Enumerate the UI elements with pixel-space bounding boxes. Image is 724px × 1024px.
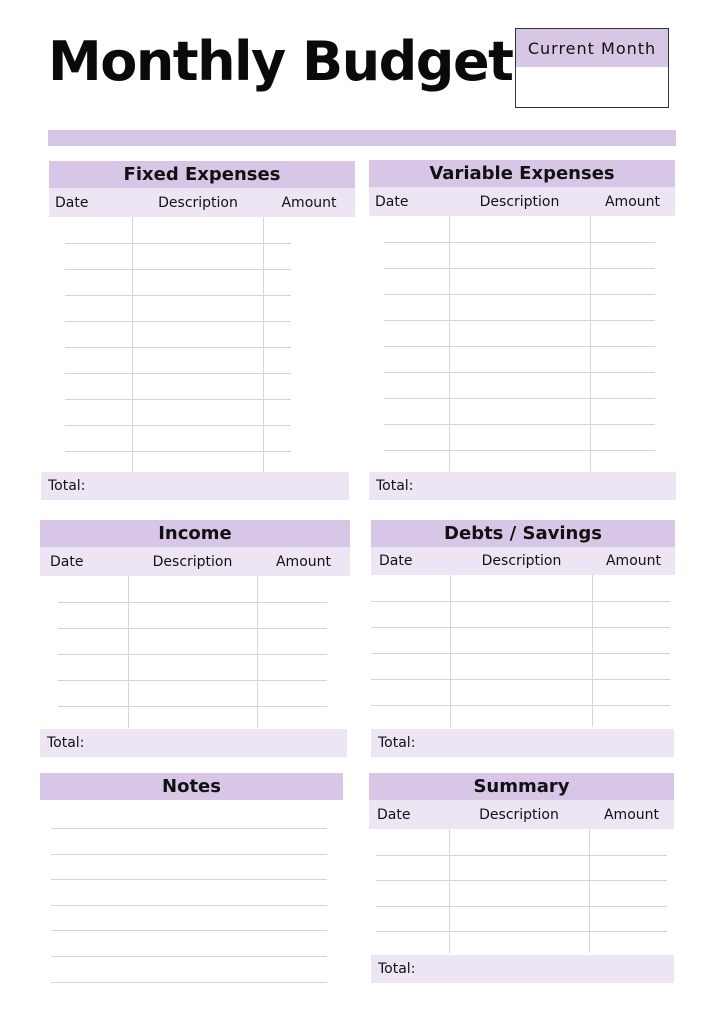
ruled-line xyxy=(65,243,291,244)
variable-expenses-section xyxy=(369,160,675,471)
entry-rows[interactable] xyxy=(369,216,675,471)
ruled-line xyxy=(384,294,655,295)
column-header-row xyxy=(49,188,355,217)
column-description: Description xyxy=(479,806,559,823)
header-divider xyxy=(48,130,676,146)
variable-total: Total: xyxy=(369,472,676,500)
section-title: Variable Expenses xyxy=(369,160,675,187)
column-separator xyxy=(257,576,258,728)
section-title: Notes xyxy=(40,773,343,800)
ruled-line xyxy=(384,372,655,373)
ruled-line xyxy=(65,425,291,426)
column-amount: Amount xyxy=(604,193,660,210)
column-separator xyxy=(592,575,593,727)
ruled-line xyxy=(384,242,655,243)
ruled-line xyxy=(384,424,655,425)
column-separator xyxy=(132,217,133,472)
ruled-line xyxy=(65,321,291,322)
current-month-field[interactable] xyxy=(516,67,668,107)
column-date: Date xyxy=(379,553,413,569)
ruled-line xyxy=(371,601,670,602)
ruled-line xyxy=(376,931,667,932)
column-separator xyxy=(128,576,129,728)
summary-total: Total: xyxy=(371,955,674,983)
column-separator xyxy=(450,575,451,727)
column-header-row xyxy=(369,187,675,216)
ruled-line xyxy=(51,982,327,983)
ruled-line xyxy=(384,346,655,347)
section-title: Fixed Expenses xyxy=(49,161,355,188)
ruled-line xyxy=(58,680,327,681)
column-amount: Amount xyxy=(281,194,337,211)
entry-rows[interactable] xyxy=(369,829,674,953)
ruled-line xyxy=(58,654,327,655)
ruled-line xyxy=(371,627,670,628)
ruled-line xyxy=(384,320,655,321)
ruled-line xyxy=(376,855,667,856)
section-title: Income xyxy=(40,520,350,547)
column-separator xyxy=(589,829,590,953)
ruled-line xyxy=(65,347,291,348)
column-amount: Amount xyxy=(275,553,331,570)
entry-rows[interactable] xyxy=(49,217,355,472)
current-month-label: Current Month xyxy=(516,29,668,67)
debts-savings-section xyxy=(371,520,675,727)
fixed-total: Total: xyxy=(41,472,349,500)
column-amount: Amount xyxy=(605,553,661,569)
column-description: Description xyxy=(479,193,560,210)
column-date: Date xyxy=(55,194,89,211)
ruled-line xyxy=(51,956,327,957)
column-header-row xyxy=(40,547,350,576)
column-date: Date xyxy=(50,553,84,570)
column-header-row xyxy=(369,800,674,829)
entry-rows[interactable] xyxy=(40,576,350,728)
column-header-row xyxy=(371,547,675,575)
column-separator xyxy=(263,217,264,472)
column-separator xyxy=(449,829,450,953)
ruled-line xyxy=(51,828,327,829)
ruled-line xyxy=(58,628,327,629)
ruled-line xyxy=(51,879,327,880)
notes-section xyxy=(40,773,343,990)
ruled-line xyxy=(376,880,667,881)
column-amount: Amount xyxy=(603,806,659,823)
income-section xyxy=(40,520,350,728)
column-description: Description xyxy=(152,553,233,570)
column-description: Description xyxy=(158,194,238,211)
column-separator xyxy=(590,216,591,471)
ruled-line xyxy=(65,295,291,296)
column-date: Date xyxy=(377,806,411,823)
ruled-line xyxy=(65,269,291,270)
ruled-line xyxy=(65,399,291,400)
ruled-line xyxy=(371,705,670,706)
debts-total: Total: xyxy=(371,729,674,757)
ruled-line xyxy=(58,602,327,603)
ruled-line xyxy=(371,653,670,654)
ruled-line xyxy=(371,679,670,680)
income-total: Total: xyxy=(40,729,347,757)
ruled-line xyxy=(51,854,327,855)
section-title: Debts / Savings xyxy=(371,520,675,547)
ruled-line xyxy=(51,930,327,931)
ruled-line xyxy=(65,451,291,452)
ruled-line xyxy=(384,268,655,269)
page-title: Monthly Budget xyxy=(48,30,513,93)
notes-lines[interactable] xyxy=(40,800,343,990)
section-title: Summary xyxy=(369,773,674,800)
ruled-line xyxy=(65,373,291,374)
column-separator xyxy=(449,216,450,471)
ruled-line xyxy=(384,450,655,451)
column-description: Description xyxy=(481,553,562,569)
ruled-line xyxy=(384,398,655,399)
ruled-line xyxy=(376,906,667,907)
fixed-expenses-section xyxy=(49,161,355,472)
current-month-box xyxy=(515,28,669,108)
ruled-line xyxy=(51,905,327,906)
summary-section xyxy=(369,773,674,953)
ruled-line xyxy=(58,706,327,707)
entry-rows[interactable] xyxy=(371,575,675,727)
column-date: Date xyxy=(375,193,409,210)
